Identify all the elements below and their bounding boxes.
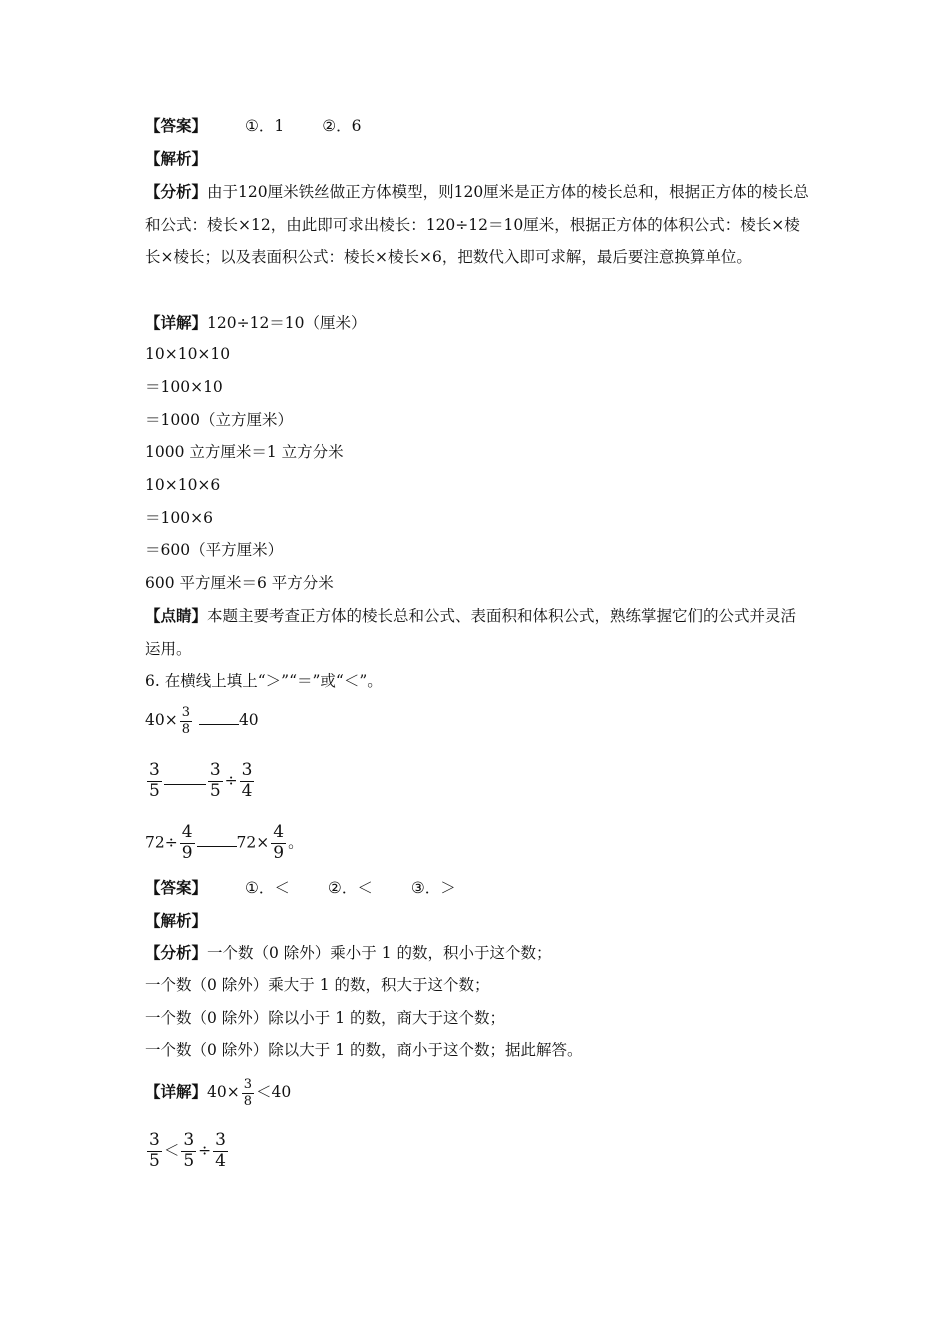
answer-item: ②．＜ <box>327 879 373 897</box>
q5-dianjing-paragraph <box>145 600 810 665</box>
fraction: $\frac{3}{8}$ <box>243 1077 253 1109</box>
detail-step: ＝100×10 <box>145 378 223 396</box>
fenxi-line: 一个数（0 除外）除以大于 1 的数，商小于这个数；据此解答。 <box>145 1041 583 1059</box>
detail-step: 600 平方厘米＝6 平方分米 <box>145 574 334 592</box>
fraction: $\frac{3}{5}$ <box>149 1130 160 1171</box>
detail-step: 10×10×6 <box>145 476 221 494</box>
detail-step: 120÷12＝10（厘米） <box>207 314 367 332</box>
detail-step: ＝100×6 <box>145 509 213 527</box>
q6-detail-line-1: 【详解】40× $\frac{3}{8}$ ＜40 <box>145 1077 292 1109</box>
detail-step: ＝600（平方厘米） <box>145 541 284 559</box>
fraction: $\frac{4}{9}$ <box>181 822 193 863</box>
xiangjie-tag: 【详解】 <box>145 1082 208 1102</box>
q6-analysis-tag: 【解析】 <box>145 911 208 930</box>
q6-line-2: $\frac{3}{5}$ $\frac{3}{5}$ ÷ $\frac{3}{4}$ <box>149 760 253 801</box>
answer-blank[interactable] <box>197 845 237 847</box>
answer-item: ②．6 <box>322 117 362 135</box>
detail-step: ＝1000（立方厘米） <box>145 411 293 429</box>
fenxi-tag: 【分析】 <box>145 943 208 962</box>
answer-blank[interactable] <box>199 723 239 725</box>
answer-blank[interactable] <box>164 783 206 785</box>
xiangjie-tag: 【详解】 <box>145 313 208 332</box>
fraction: $\frac{3}{4}$ <box>241 760 253 801</box>
detail-step: 1000 立方厘米＝1 立方分米 <box>145 443 344 461</box>
fraction: $\frac{3}{4}$ <box>215 1130 226 1171</box>
q6-answer-line <box>145 880 456 897</box>
fenxi-line: 一个数（0 除外）除以小于 1 的数，商大于这个数； <box>145 1009 506 1027</box>
fraction: $\frac{3}{5}$ <box>183 1130 195 1171</box>
q5-analysis-tag: 【解析】 <box>145 149 208 168</box>
detail-step: 10×10×10 <box>145 345 231 363</box>
answer-item: ③．＞ <box>410 879 456 897</box>
q6-stem: 6. 在横线上填上“＞”“＝”或“＜”。 <box>145 672 383 690</box>
q6-line-3: 72÷ $\frac{4}{9}$ 72× $\frac{4}{9}$ 。 <box>145 822 304 863</box>
dianjing-text: 本题主要考查正方体的棱长总和公式、表面积和体积公式，熟练掌握它们的公式并灵活运用。 <box>145 607 797 658</box>
fenxi-text: 由于120厘米铁丝做正方体模型，则120厘米是正方体的棱长总和，根据正方体的棱长总和公式：棱长×12，由此即可求出棱长：120÷12＝10厘米，根据正方体的体积公式：棱长×棱长×棱长；以及表面积公式：棱长×棱长×6，把数代入即可求解，最后要注意换算单位。 <box>145 183 809 266</box>
fenxi-line: 一个数（0 除外）乘大于 1 的数，积大于这个数； <box>145 976 490 994</box>
fenxi-tag: 【分析】 <box>145 182 208 201</box>
dianjing-tag: 【点睛】 <box>145 606 208 625</box>
q6-detail-line-2: $\frac{3}{5}$ ＜ $\frac{3}{5}$ ÷ $\frac{3}{4}$ <box>149 1130 226 1171</box>
q6-fenxi-line: 【分析】一个数（0 除外）乘小于 1 的数，积小于这个数； <box>145 943 552 962</box>
answer-item: ①．1 <box>245 117 285 135</box>
fraction: $\frac{3}{8}$ <box>181 705 190 737</box>
q6-line-1: 40× $\frac{3}{8}$ 40 <box>145 705 259 737</box>
fraction: $\frac{3}{5}$ <box>209 760 221 801</box>
answer-tag: 【答案】 <box>145 116 208 135</box>
q5-detail-first <box>145 315 367 332</box>
q5-analysis-paragraph <box>145 176 810 274</box>
q5-answer-line <box>145 118 362 135</box>
answer-tag: 【答案】 <box>145 878 208 897</box>
fraction: $\frac{3}{5}$ <box>149 760 160 801</box>
fraction: $\frac{4}{9}$ <box>273 822 285 863</box>
answer-item: ①．＜ <box>245 879 290 897</box>
